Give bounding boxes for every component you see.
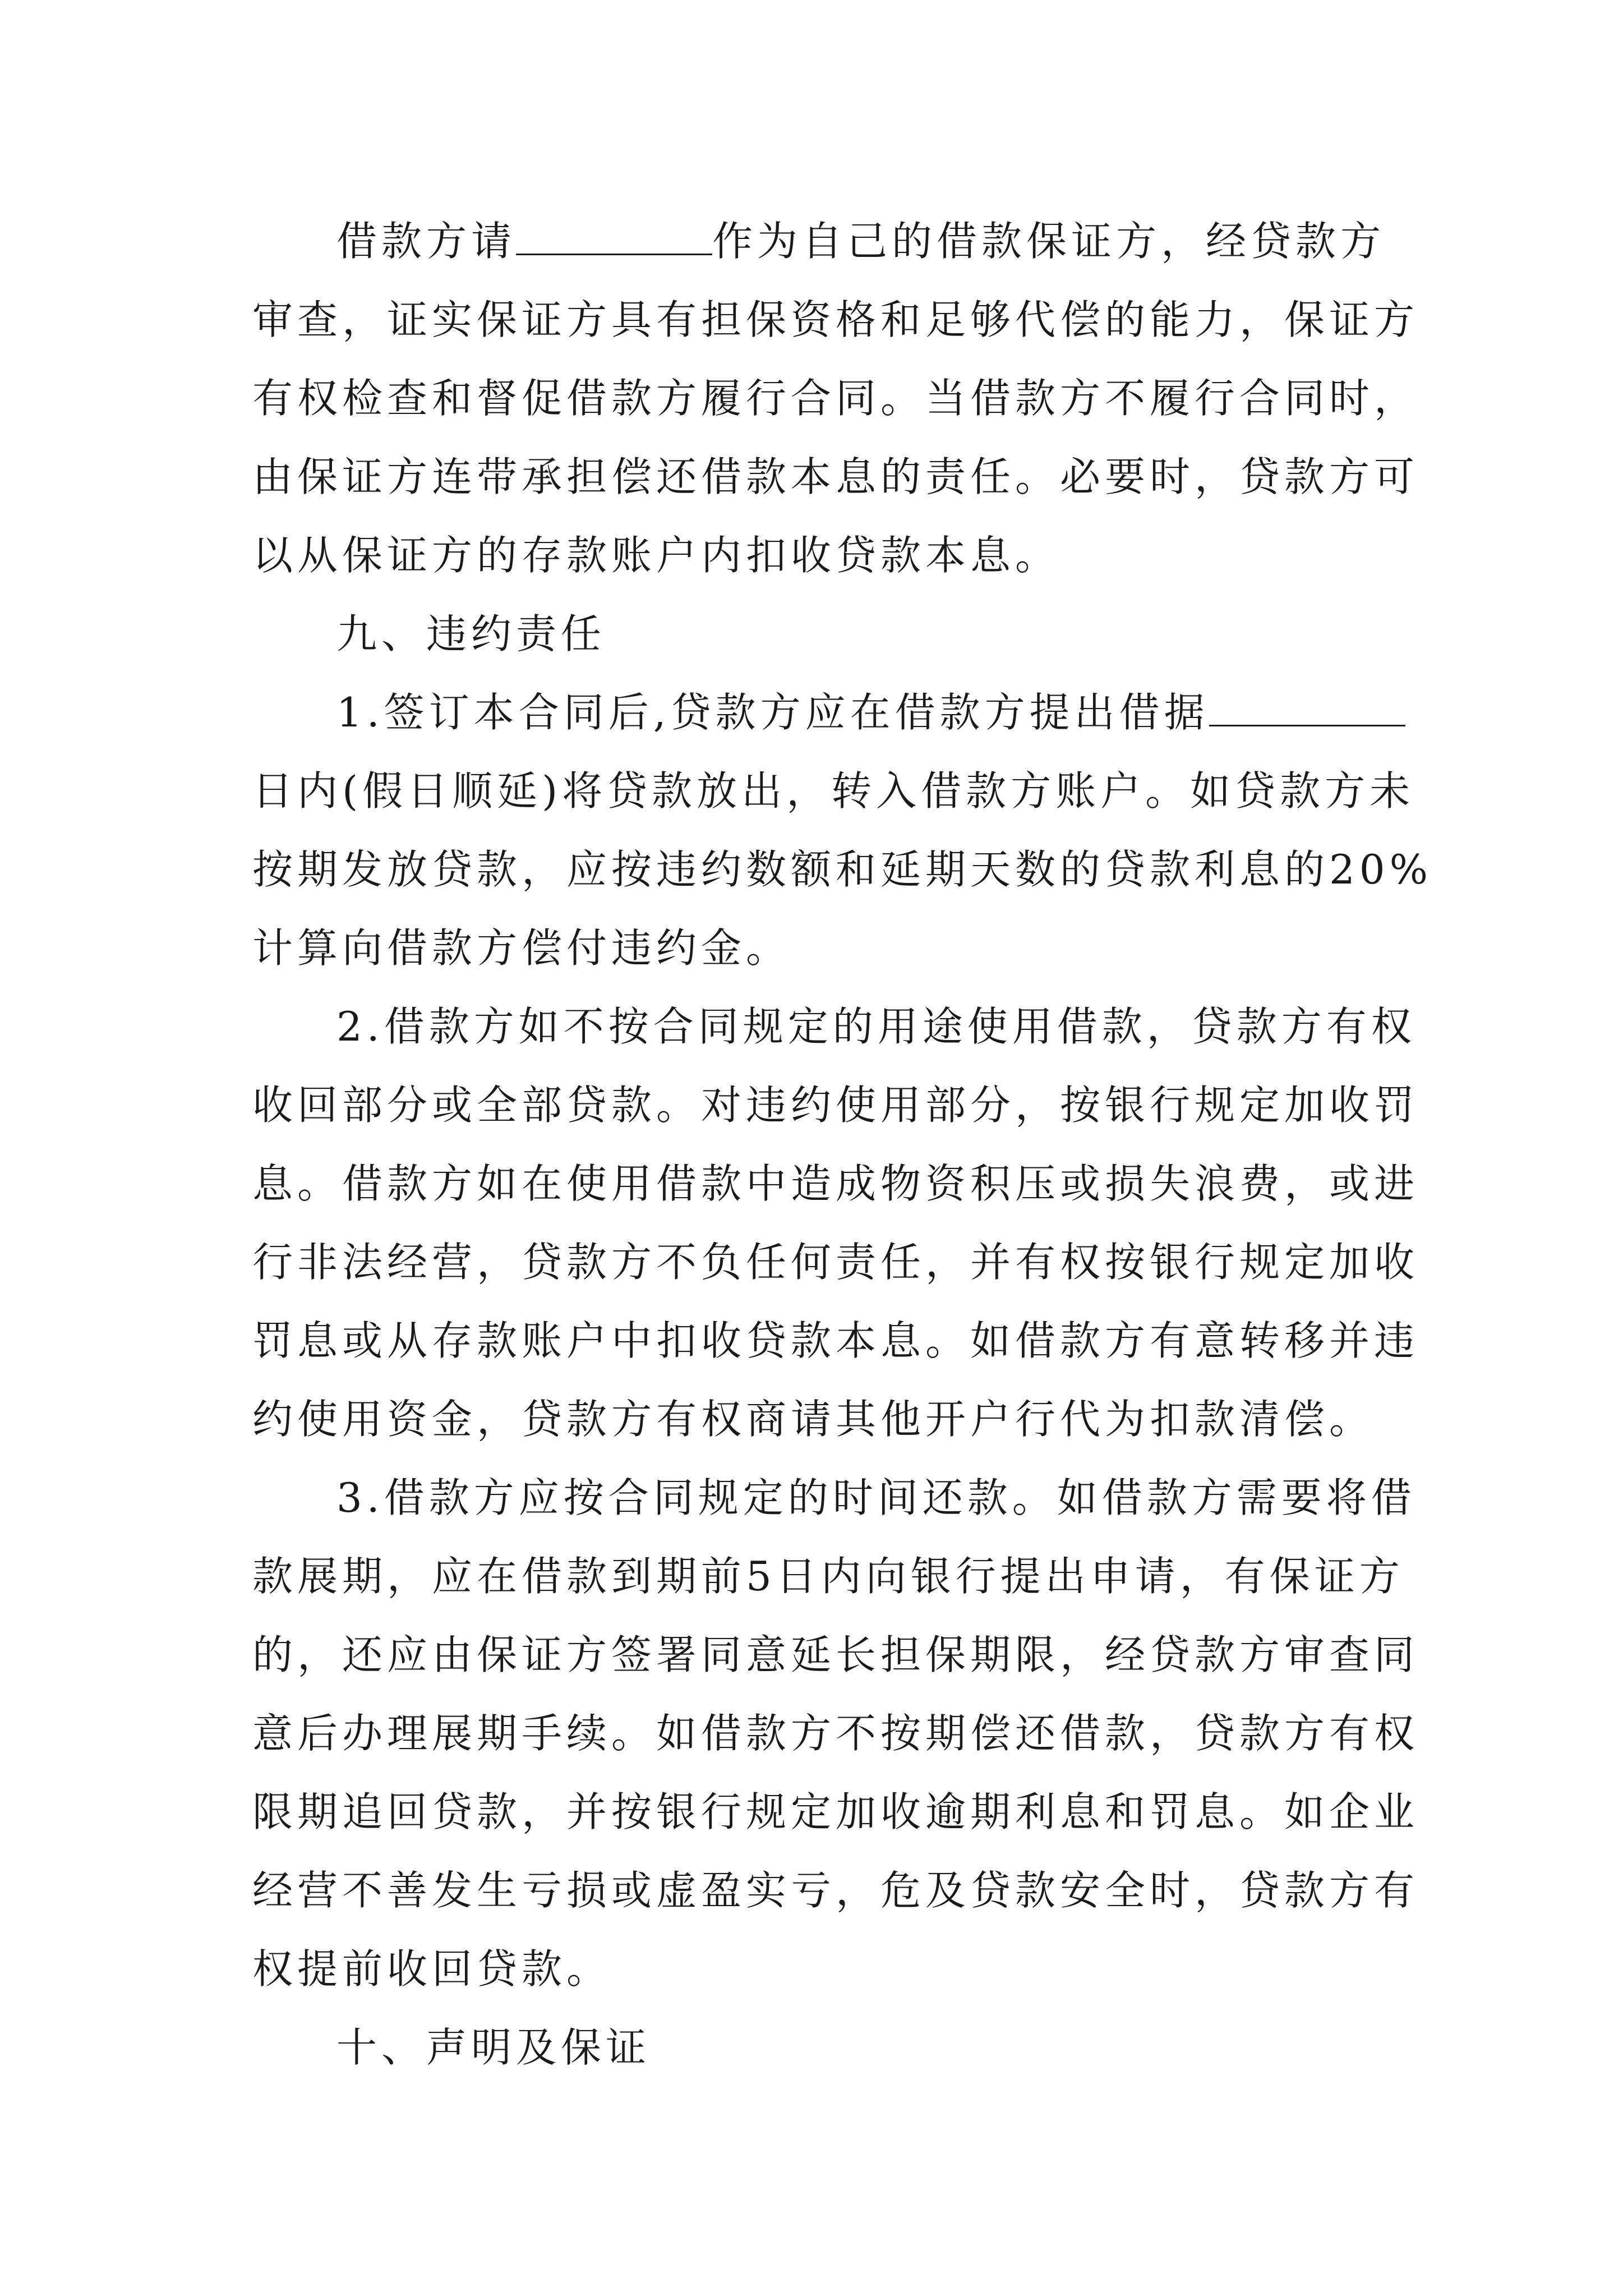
breach-item-1-text: 1.签订本合同后,贷款方应在借款方提出借据 [336, 689, 1209, 736]
guarantor-clause-line-5: 以从保证方的存款账户内扣收贷款本息。 [252, 532, 1061, 579]
guarantor-clause-line-3: 有权检查和督促借款方履行合同。当借款方不履行合同时， [252, 375, 1419, 422]
breach-item-3-line-2: 款展期，应在借款到期前5日内向银行提出申请，有保证方 [252, 1553, 1404, 1600]
breach-item-2-line-6: 约使用资金，贷款方有权商请其他开户行代为扣款清偿。 [252, 1396, 1375, 1443]
breach-item-3-line-7: 权提前收回贷款。 [252, 1945, 612, 1993]
breach-item-1-line-4: 计算向借款方偿付违约金。 [252, 924, 791, 972]
breach-item-1-line-2: 日内(假日顺延)将贷款放出，转入借款方账户。如贷款方未 [252, 767, 1415, 815]
section-heading-declarations: 十、声明及保证 [336, 2024, 651, 2071]
guarantor-clause-line-2: 审查，证实保证方具有担保资格和足够代偿的能力，保证方 [252, 296, 1419, 343]
guarantor-clause-text-a: 借款方请 [336, 218, 517, 265]
breach-item-3-line-4: 意后办理展期手续。如借款方不按期偿还借款，贷款方有权 [252, 1710, 1419, 1757]
guarantor-name-blank [516, 211, 712, 255]
breach-item-2-line-4: 行非法经营，贷款方不负任何责任，并有权按银行规定加收 [252, 1239, 1419, 1286]
breach-item-2-line-2: 收回部分或全部贷款。对违约使用部分，按银行规定加收罚 [252, 1082, 1419, 1129]
breach-item-2-line-3: 息。借款方如在使用借款中造成物资积压或损失浪费，或进 [252, 1160, 1419, 1207]
breach-item-3-line-3: 的，还应由保证方签署同意延长担保期限，经贷款方审查同 [252, 1631, 1419, 1678]
breach-item-3-line-5: 限期追回贷款，并按银行规定加收逾期利息和罚息。如企业 [252, 1788, 1419, 1835]
breach-item-2-line-5: 罚息或从存款账户中扣收贷款本息。如借款方有意转移并违 [252, 1317, 1419, 1364]
breach-item-1-line-1 [336, 679, 1405, 746]
section-heading-breach-liability: 九、违约责任 [336, 610, 606, 657]
days-blank [1209, 682, 1405, 726]
breach-item-3-line-6: 经营不善发生亏损或虚盈实亏，危及贷款安全时，贷款方有 [252, 1867, 1419, 1914]
guarantor-clause-line-4: 由保证方连带承担偿还借款本息的责任。必要时，贷款方可 [252, 453, 1419, 500]
guarantor-clause-line-1 [336, 208, 1385, 275]
breach-item-1-line-3: 按期发放贷款，应按违约数额和延期天数的贷款利息的20% [252, 846, 1433, 893]
guarantor-clause-text-b: 作为自己的借款保证方，经贷款方 [712, 218, 1386, 265]
breach-item-3-line-1: 3.借款方应按合同规定的时间还款。如借款方需要将借 [336, 1474, 1416, 1521]
breach-item-2-line-1: 2.借款方如不按合同规定的用途使用借款，贷款方有权 [336, 1003, 1416, 1050]
